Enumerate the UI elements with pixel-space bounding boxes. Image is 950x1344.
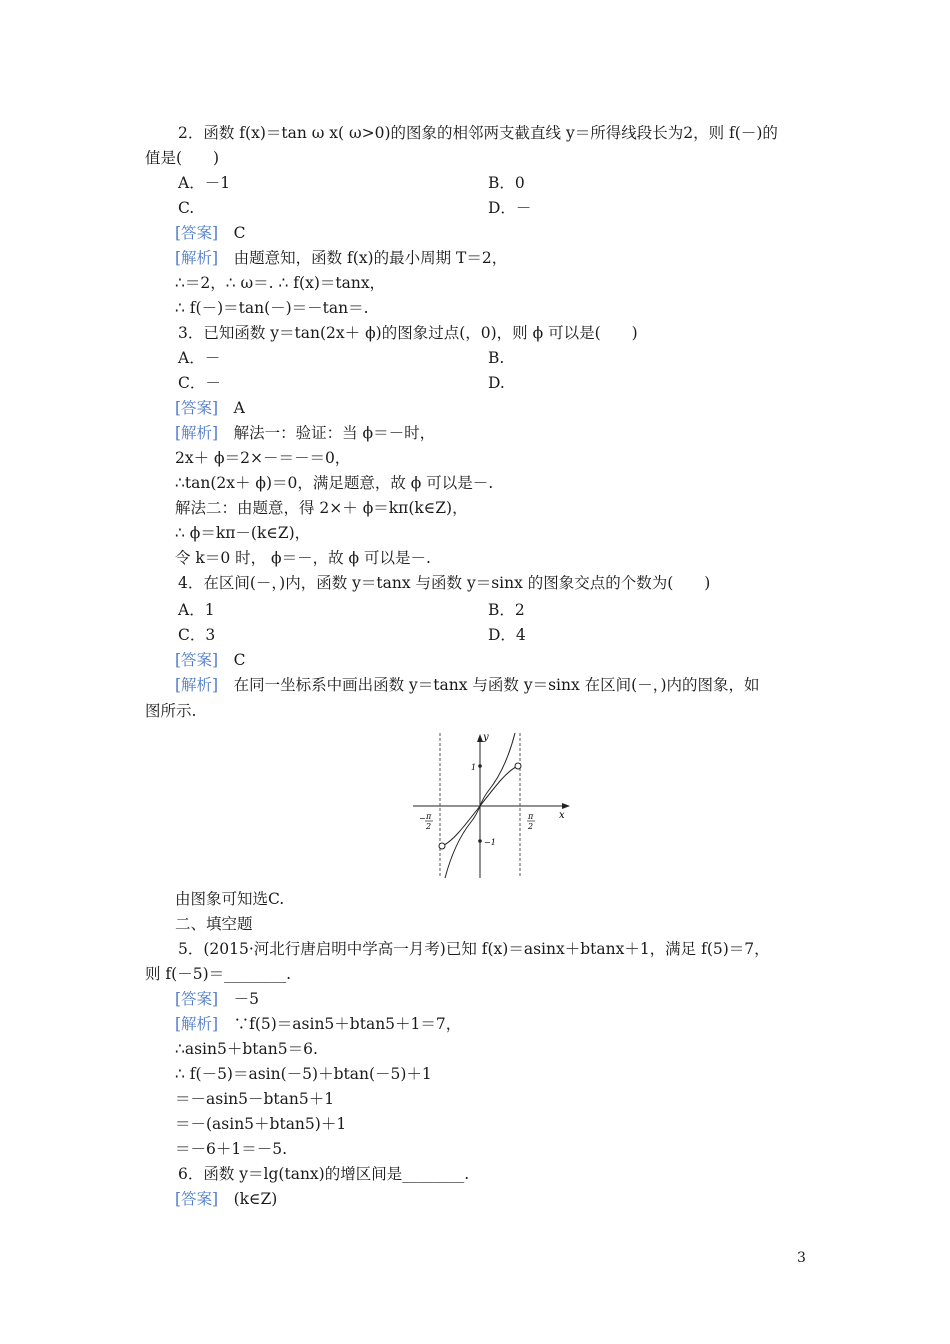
q4-option-a: A．1 (178, 601, 215, 619)
q3-analysis-line6: 令 k＝0 时， ϕ＝－，故 ϕ 可以是－. (175, 549, 431, 567)
q4-option-b: B．2 (488, 601, 525, 619)
q3-option-a: A．－ (178, 349, 221, 367)
tan-sin-graph (405, 728, 575, 883)
open-point-left (439, 843, 445, 849)
q5-answer: [答案] －5 (175, 990, 259, 1008)
q4-stem: 4．在区间(－，)内，函数 y＝tanx 与函数 y＝sinx 的图象交点的个数为( ) (178, 574, 711, 592)
q3-answer: [答案] A (175, 399, 245, 417)
x-axis-arrow (562, 803, 570, 809)
open-point-right (515, 763, 521, 769)
dot-y-1 (478, 764, 482, 768)
neg-one-label: −1 (484, 838, 496, 847)
q4-option-d: D．4 (488, 626, 526, 644)
q5-stem-line2: 则 f(－5)＝________. (145, 965, 292, 983)
q2-option-b: B．0 (488, 174, 525, 192)
q4-answer: [答案] C (175, 651, 246, 669)
neg-pi-sign: − (419, 814, 426, 823)
q6-stem: 6．函数 y＝lg(tanx)的增区间是________. (178, 1165, 470, 1183)
q6-answer: [答案] (k∈Z) (175, 1190, 278, 1208)
x-label: x (559, 810, 565, 821)
q2-stem-line2: 值是( ) (145, 149, 220, 167)
q3-stem: 3．已知函数 y＝tan(2x＋ ϕ)的图象过点(，0)，则 ϕ 可以是( ) (178, 324, 638, 342)
pi-numerator: π (528, 812, 534, 821)
q5-analysis-line2: ∴asin5＋btan5＝6. (175, 1040, 318, 1058)
q2-option-a: A．－1 (178, 174, 231, 192)
q3-option-b: B. (488, 349, 505, 367)
q2-option-d: D．－ (488, 199, 532, 217)
q5-analysis: [解析] ∵f(5)＝asin5＋btan5＋1＝7， (175, 1015, 462, 1033)
q5-analysis-line5: ＝－(asin5＋btan5)＋1 (175, 1115, 347, 1133)
q3-analysis: [解析] 解法一：验证：当 ϕ＝－时， (175, 424, 436, 442)
section-heading-fill-blank: 二、填空题 (175, 915, 253, 933)
q2-answer: [答案] C (175, 224, 246, 242)
one-label: 1 (471, 763, 477, 772)
y-label: y (483, 732, 489, 743)
q3-option-c: C．－ (178, 374, 221, 392)
q3-analysis-line2: 2x＋ ϕ＝2×－＝－＝0， (175, 449, 351, 467)
q2-analysis-line3: ∴ f(－)＝tan(－)＝－tan＝. (175, 299, 369, 317)
q4-analysis-line2: 图所示. (145, 702, 197, 720)
q4-conclusion: 由图象可知选C. (175, 890, 285, 908)
neg-pi-numerator: π (426, 812, 432, 821)
q2-analysis-line2: ∴＝2，∴ ω＝. ∴ f(x)＝tanx， (175, 274, 386, 292)
q2-stem-line1: 2．函数 f(x)＝tan ω x( ω>0)的图象的相邻两支截直线 y＝所得线段长为2，则 f(－)的 (178, 124, 778, 142)
q5-analysis-line4: ＝－asin5－btan5＋1 (175, 1090, 335, 1108)
q5-stem-line1: 5．(2015·河北行唐启明中学高一月考)已知 f(x)＝asinx＋btanx＋1，满足 f(5)＝7， (178, 940, 770, 958)
q2-analysis: [解析] 由题意知，函数 f(x)的最小周期 T＝2， (175, 249, 508, 267)
neg-pi-denominator: 2 (426, 822, 432, 831)
q2-option-c: C. (178, 199, 195, 217)
q5-analysis-line3: ∴ f(－5)＝asin(－5)＋btan(－5)＋1 (175, 1065, 432, 1083)
dot-y-neg1 (478, 839, 482, 843)
q3-option-d: D. (488, 374, 505, 392)
pi-denominator: 2 (528, 822, 534, 831)
q3-analysis-line4: 解法二：由题意，得 2×＋ ϕ＝kπ(k∈Z)， (175, 499, 468, 517)
q3-analysis-line5: ∴ ϕ＝kπ－(k∈Z)， (175, 524, 311, 542)
q3-analysis-line3: ∴tan(2x＋ ϕ)＝0，满足题意，故 ϕ 可以是－. (175, 474, 494, 492)
page-number: 3 (797, 1250, 806, 1266)
q4-option-c: C．3 (178, 626, 216, 644)
q5-analysis-line6: ＝－6＋1＝－5. (175, 1140, 288, 1158)
q4-analysis: [解析] 在同一坐标系中画出函数 y＝tanx 与函数 y＝sinx 在区间(－，)内的图象，如 (175, 676, 760, 694)
